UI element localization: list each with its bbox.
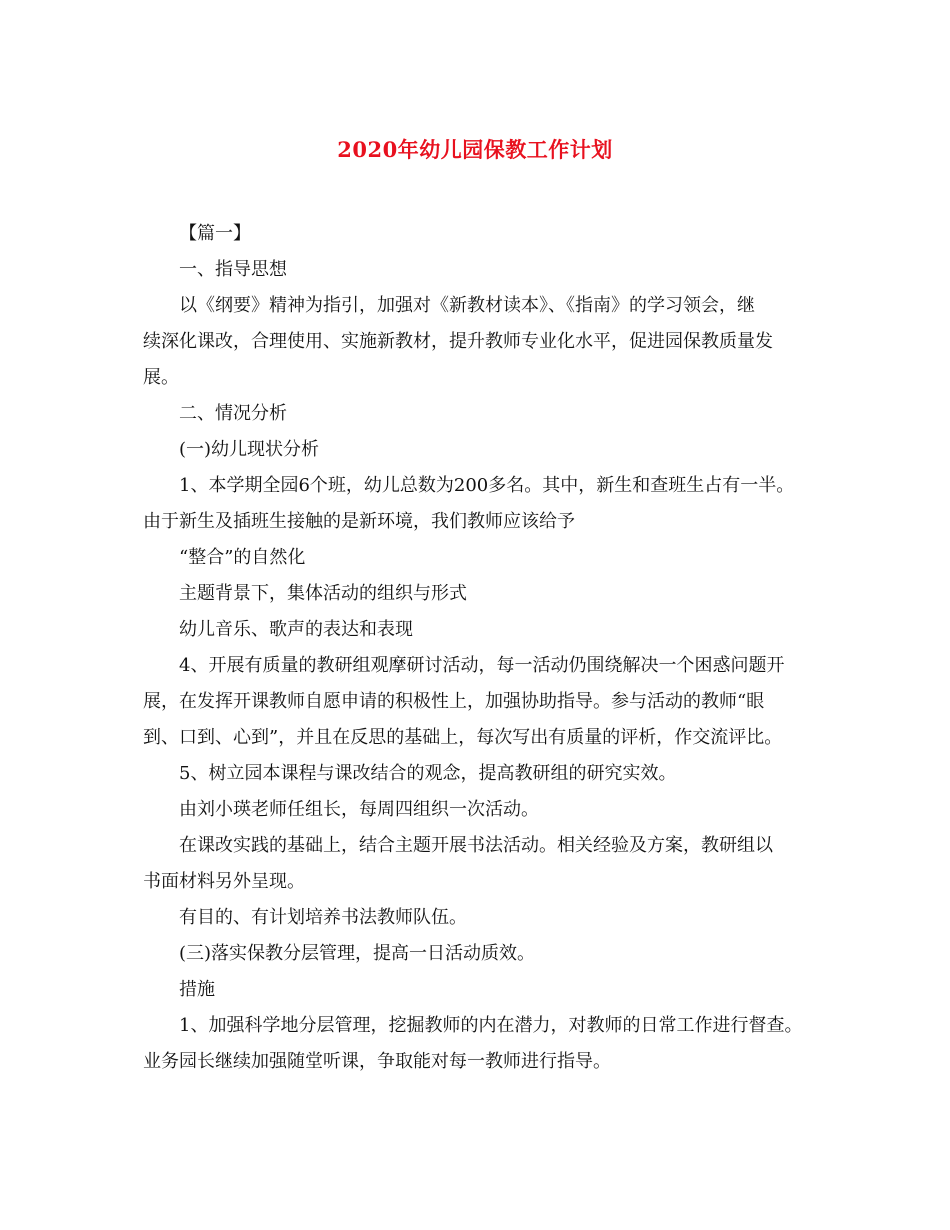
paragraph-line: 幼儿音乐、歌声的表达和表现 [179,619,413,640]
paragraph-line: 展。 [143,367,179,388]
document-title: 2020年幼儿园保教工作计划 [337,137,613,162]
paragraph [143,1008,823,1080]
paragraph-line: 由刘小瑛老师任组长，每周四组织一次活动。 [179,799,539,820]
paragraph-line: 在课改实践的基础上，结合主题开展书法活动。相关经验及方案，教研组以 [179,835,773,856]
paragraph-line: 一、指导思想 [179,259,287,280]
paragraph-line: 展，在发挥开课教师自愿申请的积极性上，加强协助指导。参与活动的教师“眼 [143,691,765,712]
paragraph [143,756,823,792]
paragraph-line: 措施 [179,979,215,1000]
paragraph-line: (一)幼儿现状分析 [179,439,320,460]
paragraph [143,216,823,252]
paragraph [143,936,823,972]
paragraph-line: “整合”的自然化 [179,547,306,568]
paragraph [143,828,823,900]
paragraph-line: 4、开展有质量的教研组观摩研讨活动，每一活动仍围绕解决一个困惑问题开 [179,655,785,676]
paragraph-line: 续深化课改，合理使用、实施新教材，提升教师专业化水平，促进园保教质量发 [143,331,773,352]
paragraph [143,432,823,468]
paragraph [143,792,823,828]
paragraph-line: 到、口到、心到”，并且在反思的基础上，每次写出有质量的评析，作交流评比。 [143,727,783,748]
paragraph-line: 书面材料另外呈现。 [143,871,305,892]
paragraph [143,468,823,540]
document-body [143,216,823,1080]
paragraph [143,576,823,612]
paragraph [143,900,823,936]
paragraph-line: 以《纲要》精神为指引，加强对《新教材读本》、《指南》的学习领会，继 [179,295,755,316]
paragraph-line: 二、情况分析 [179,403,287,424]
paragraph [143,972,823,1008]
paragraph [143,612,823,648]
paragraph-line: 5、树立园本课程与课改结合的观念，提高教研组的研究实效。 [179,763,677,784]
paragraph-line: 1、加强科学地分层管理，挖掘教师的内在潜力，对教师的日常工作进行督查。 [179,1015,803,1036]
paragraph-line: 主题背景下，集体活动的组织与形式 [179,583,467,604]
paragraph-line: 有目的、有计划培养书法教师队伍。 [179,907,467,928]
paragraph [143,396,823,432]
paragraph-line: 1、本学期全园6个班，幼儿总数为200多名。其中，新生和查班生占有一半。 [179,475,795,496]
paragraph [143,540,823,576]
paragraph-line: 【篇一】 [179,223,251,244]
paragraph [143,252,823,288]
paragraph [143,288,823,396]
paragraph [143,648,823,756]
paragraph-line: 由于新生及插班生接触的是新环境，我们教师应该给予 [143,511,575,532]
paragraph-line: 业务园长继续加强随堂听课，争取能对每一教师进行指导。 [143,1051,611,1072]
paragraph-line: (三)落实保教分层管理，提高一日活动质效。 [179,943,536,964]
